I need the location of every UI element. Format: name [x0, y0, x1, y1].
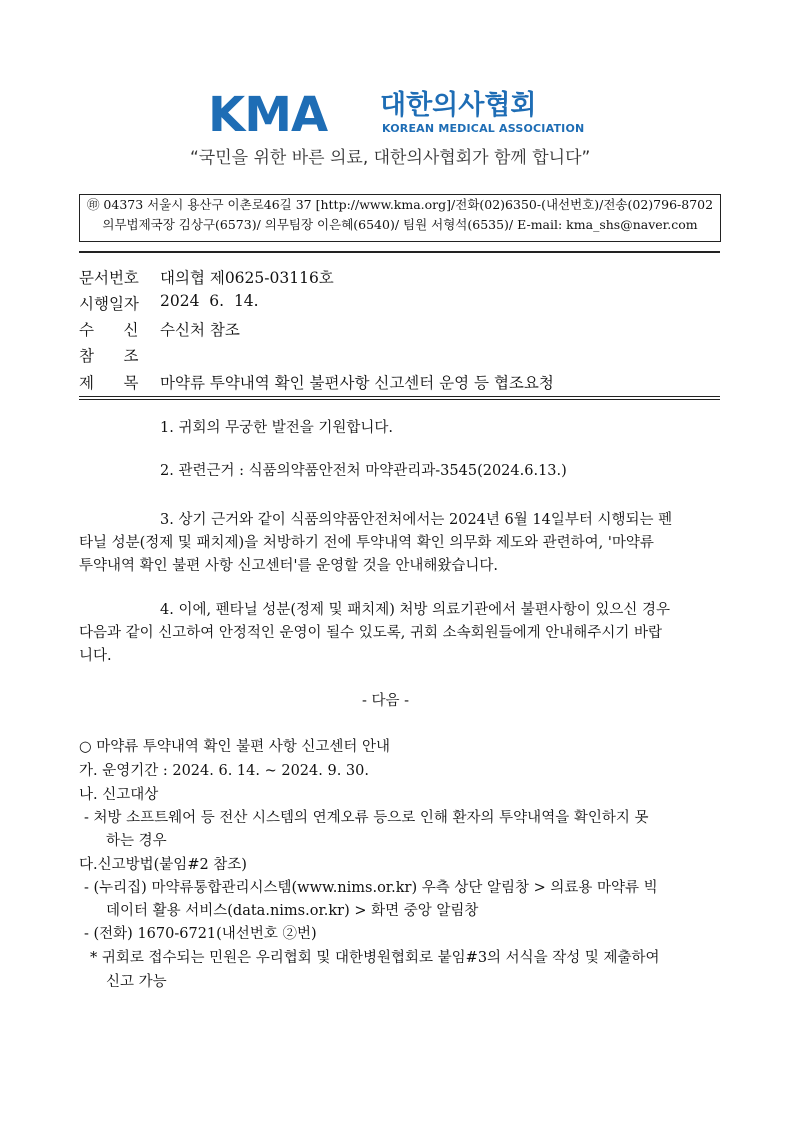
next-heading: - 다음 - [362, 693, 410, 709]
address-line-1: ㊞ 04373 서울시 용산구 이촌로46길 37 [http://www.kma.org]/전화(02)6350-(내선번호)/전송(02)796-8702 [86, 197, 714, 212]
paragraph-3-line-2: 타닐 성분(정제 및 패치제)을 처방하기 전에 투약내역 확인 의무화 제도와 관련하여, '마약류 [79, 535, 654, 551]
report-method-web-line-1: - (누리집) 마약류통합관리시스템(www.nims.or.kr) 우측 상단 알림창 > 의료용 마약류 빅 [84, 880, 658, 896]
doc-number-row [0, 266, 793, 288]
header-divider-bottom-double [79, 399, 720, 400]
paragraph-3-line-1: 3. 상기 근거와 같이 식품의약품안전처에서는 2024년 6월 14일부터 시행되는 펜 [160, 512, 673, 528]
report-method-web-line-2: 데이터 활용 서비스(data.nims.or.kr) > 화면 중앙 알림창 [106, 903, 479, 919]
logo-name-en: KOREAN MEDICAL ASSOCIATION [382, 122, 585, 135]
doc-number-value: 대의협 제0625-03116호 [160, 269, 334, 287]
operation-period: 가. 운영기간 : 2024. 6. 14. ~ 2024. 9. 30. [79, 763, 369, 779]
subject-label: 제 목 [79, 374, 139, 392]
date-value: 2024 6. 14. [160, 292, 259, 310]
report-target-heading: 나. 신고대상 [79, 787, 159, 803]
report-method-heading: 다.신고방법(붙임#2 참조) [79, 857, 247, 873]
logo-name-ko: 대한의사협회 [380, 90, 537, 121]
address-box [79, 194, 721, 242]
recipient-row [0, 318, 793, 340]
recipient-value: 수신처 참조 [160, 321, 240, 339]
report-method-phone: - (전화) 1670-6721(내선번호 ②번) [84, 926, 317, 942]
report-target-item-line-2: 하는 경우 [106, 833, 167, 849]
paragraph-1: 1. 귀회의 무궁한 발전을 기원합니다. [160, 420, 393, 436]
date-row [0, 292, 793, 314]
header-divider-bottom [79, 396, 720, 397]
note-line-2: 신고 가능 [106, 974, 167, 990]
date-label: 시행일자 [79, 295, 139, 313]
notice-title: ○ 마약류 투약내역 확인 불편 사항 신고센터 안내 [79, 739, 391, 755]
paragraph-4-line-3: 니다. [79, 648, 112, 664]
kma-logo [208, 87, 588, 143]
note-line-1: * 귀회로 접수되는 민원은 우리협회 및 대한병원협회로 붙임#3의 서식을 작성 및 제출하여 [90, 950, 660, 966]
report-target-item-line-1: - 처방 소프트웨어 등 전산 시스템의 연계오류 등으로 인해 환자의 투약내역을 확인하지 못 [84, 810, 649, 826]
paragraph-4-line-1: 4. 이에, 펜타닐 성분(정제 및 패치제) 처방 의료기관에서 불편사항이 있으신 경우 [160, 602, 671, 618]
reference-label: 참 조 [79, 347, 139, 365]
doc-number-label: 문서번호 [79, 269, 139, 287]
subject-row [0, 371, 793, 393]
logo-mark: KMA [208, 87, 328, 143]
paragraph-2: 2. 관련근거 : 식품의약품안전처 마약관리과-3545(2024.6.13.) [160, 463, 567, 479]
recipient-label: 수 신 [79, 321, 139, 339]
subject-value: 마약류 투약내역 확인 불편사항 신고센터 운영 등 협조요청 [160, 374, 554, 392]
slogan: “국민을 위한 바른 의료, 대한의사협회가 함께 합니다” [190, 148, 591, 168]
reference-row [0, 344, 793, 366]
address-line-2: 의무법제국장 김상구(6573)/ 의무팀장 이은혜(6540)/ 팀원 서형석(6535)/ E-mail: kma_shs@naver.com [102, 217, 698, 232]
header-divider-top [79, 251, 720, 253]
paragraph-3-line-3: 투약내역 확인 불편 사항 신고센터'를 운영할 것을 안내해왔습니다. [79, 558, 499, 574]
paragraph-4-line-2: 다음과 같이 신고하여 안정적인 운영이 될수 있도록, 귀회 소속회원들에게 안내해주시기 바랍 [79, 625, 662, 641]
